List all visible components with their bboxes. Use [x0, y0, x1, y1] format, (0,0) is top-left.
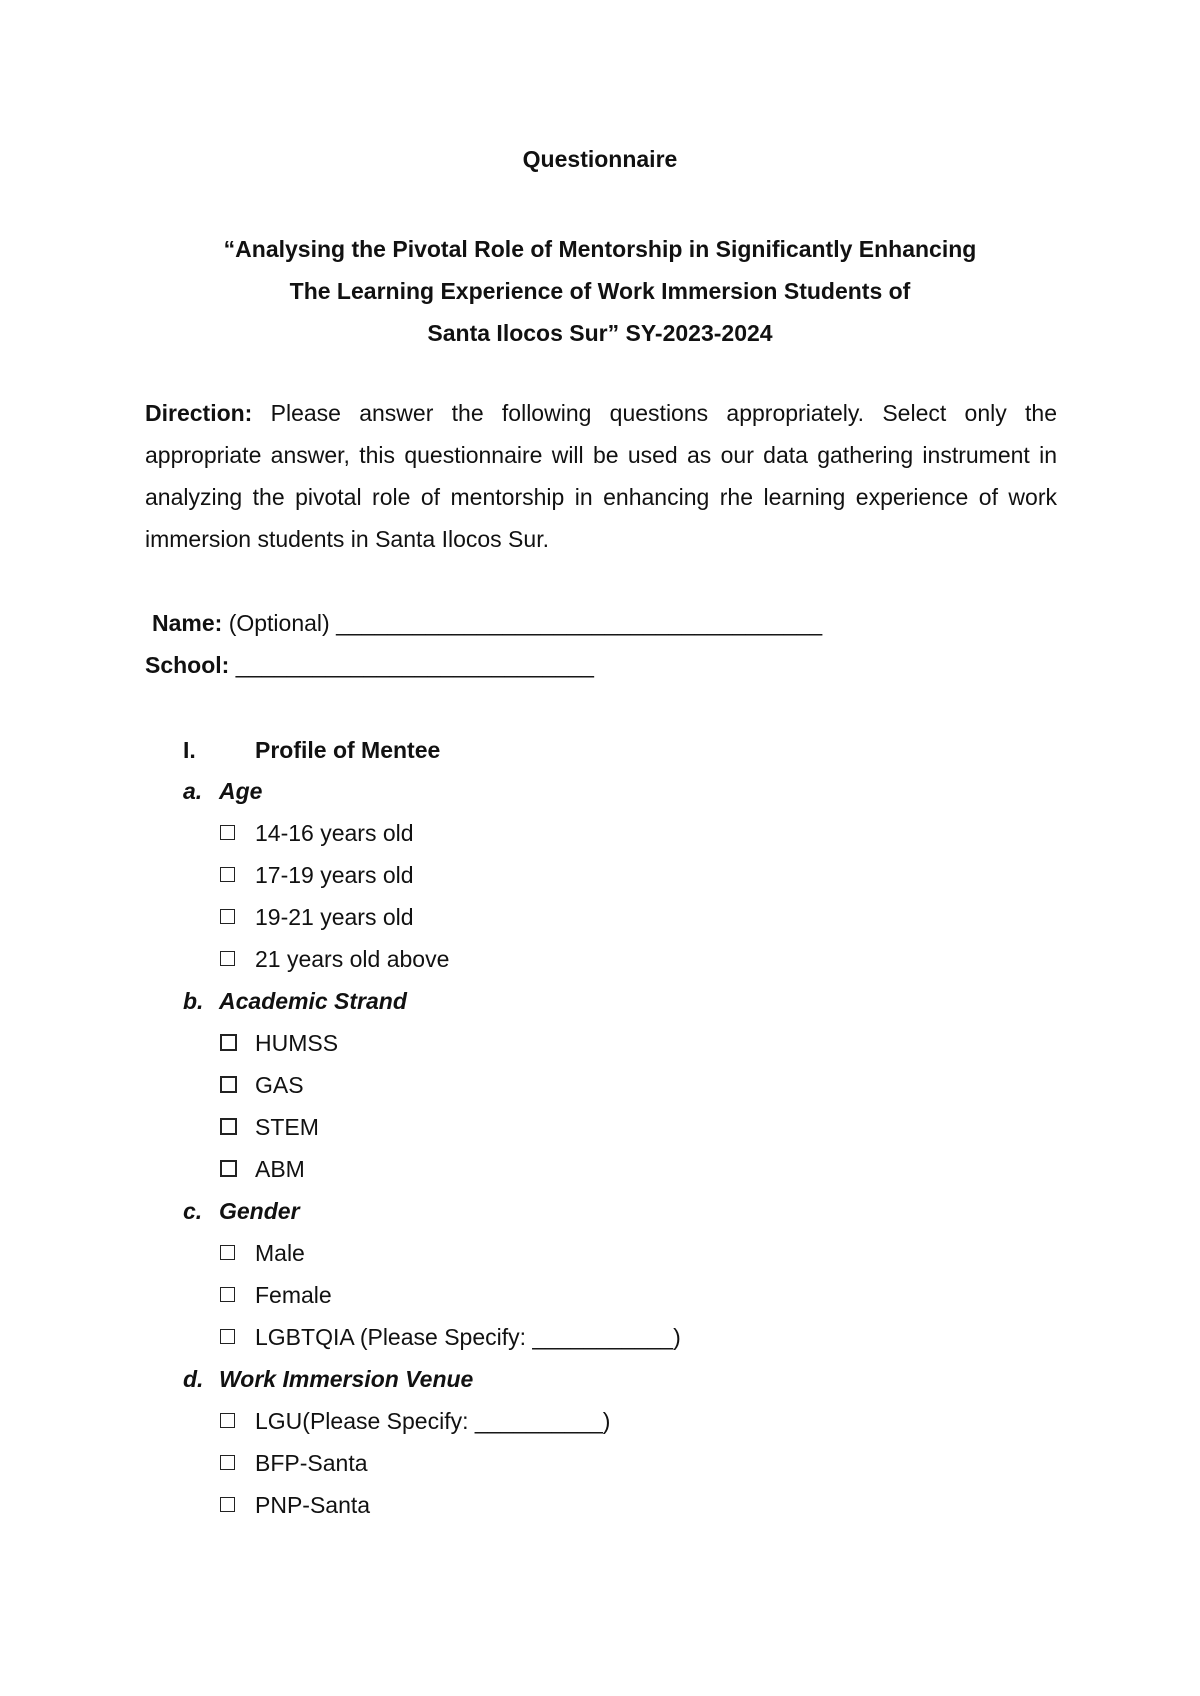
option-checkbox[interactable]: [220, 1406, 610, 1436]
question-academic-strand: [183, 986, 407, 1016]
title-line: The Learning Experience of Work Immersion Students of: [289, 278, 911, 304]
option-label: Female: [255, 1282, 332, 1308]
question-letter: a.: [183, 778, 203, 804]
section-number: I.: [183, 737, 196, 763]
checkbox-icon[interactable]: [220, 1245, 235, 1260]
school-label: School:: [145, 652, 230, 678]
questionnaire-title: [0, 228, 1200, 354]
question-gender: [183, 1196, 300, 1226]
checkbox-icon[interactable]: [220, 1329, 235, 1344]
checkbox-icon[interactable]: [220, 1497, 235, 1512]
question-label: Age: [219, 778, 263, 804]
name-field[interactable]: [152, 608, 822, 638]
option-checkbox[interactable]: [220, 1154, 305, 1184]
option-label: 21 years old above: [255, 946, 450, 972]
option-label: STEM: [255, 1114, 319, 1140]
option-checkbox[interactable]: [220, 818, 414, 848]
option-label: HUMSS: [255, 1030, 339, 1056]
school-field[interactable]: [145, 650, 594, 680]
direction-label: Direction:: [145, 400, 253, 426]
option-checkbox[interactable]: [220, 1028, 338, 1058]
option-label: BFP-Santa: [255, 1450, 368, 1476]
checkbox-icon[interactable]: [220, 1413, 235, 1428]
checkbox-icon[interactable]: [220, 1034, 237, 1051]
option-checkbox[interactable]: [220, 902, 414, 932]
option-checkbox[interactable]: [220, 860, 414, 890]
school-blank[interactable]: ____________________________: [235, 652, 594, 678]
checkbox-icon[interactable]: [220, 1455, 235, 1470]
checkbox-icon[interactable]: [220, 951, 235, 966]
name-optional-note: (Optional): [228, 610, 330, 636]
question-age: [183, 776, 262, 806]
question-work-immersion-venue: [183, 1364, 473, 1394]
option-label: 17-19 years old: [255, 862, 414, 888]
name-blank[interactable]: ______________________________________: [336, 610, 823, 636]
checkbox-icon[interactable]: [220, 909, 235, 924]
option-checkbox[interactable]: [220, 1238, 305, 1268]
option-checkbox[interactable]: [220, 944, 449, 974]
option-checkbox[interactable]: [220, 1490, 370, 1520]
option-label: 19-21 years old: [255, 904, 414, 930]
question-label: Gender: [219, 1198, 300, 1224]
option-label: ABM: [255, 1156, 305, 1182]
option-label: Male: [255, 1240, 305, 1266]
checkbox-icon[interactable]: [220, 1076, 237, 1093]
checkbox-icon[interactable]: [220, 1160, 237, 1177]
checkbox-icon[interactable]: [220, 1118, 237, 1135]
question-label: Work Immersion Venue: [219, 1366, 474, 1392]
option-checkbox[interactable]: [220, 1322, 681, 1352]
checkbox-icon[interactable]: [220, 1287, 235, 1302]
checkbox-icon[interactable]: [220, 867, 235, 882]
section-title: Profile of Mentee: [255, 737, 441, 763]
question-letter: c.: [183, 1198, 203, 1224]
option-label: LGBTQIA (Please Specify: ___________): [255, 1324, 681, 1350]
question-letter: d.: [183, 1366, 204, 1392]
question-letter: b.: [183, 988, 204, 1014]
document-heading: Questionnaire: [522, 146, 678, 172]
option-label: GAS: [255, 1072, 304, 1098]
title-line: “Analysing the Pivotal Role of Mentorship in Significantly Enhancing: [223, 236, 977, 262]
question-label: Academic Strand: [219, 988, 407, 1014]
checkbox-icon[interactable]: [220, 825, 235, 840]
option-checkbox[interactable]: [220, 1070, 304, 1100]
direction-text: Please answer the following questions appropriately. Select only the appropriate answer, this questionnaire will be used as our data gathering instrument in analyzing the pivotal role of mentorship in enhancing rhe learning experience of work immersion students in Santa Ilocos Sur.: [145, 400, 1057, 552]
option-label: LGU(Please Specify: __________): [255, 1408, 611, 1434]
option-checkbox[interactable]: [220, 1448, 368, 1478]
name-label: Name:: [152, 610, 223, 636]
option-checkbox[interactable]: [220, 1280, 332, 1310]
option-checkbox[interactable]: [220, 1112, 319, 1142]
direction-paragraph: [145, 392, 1057, 560]
option-label: PNP-Santa: [255, 1492, 371, 1518]
title-line: Santa Ilocos Sur” SY-2023-2024: [427, 320, 773, 346]
option-label: 14-16 years old: [255, 820, 414, 846]
